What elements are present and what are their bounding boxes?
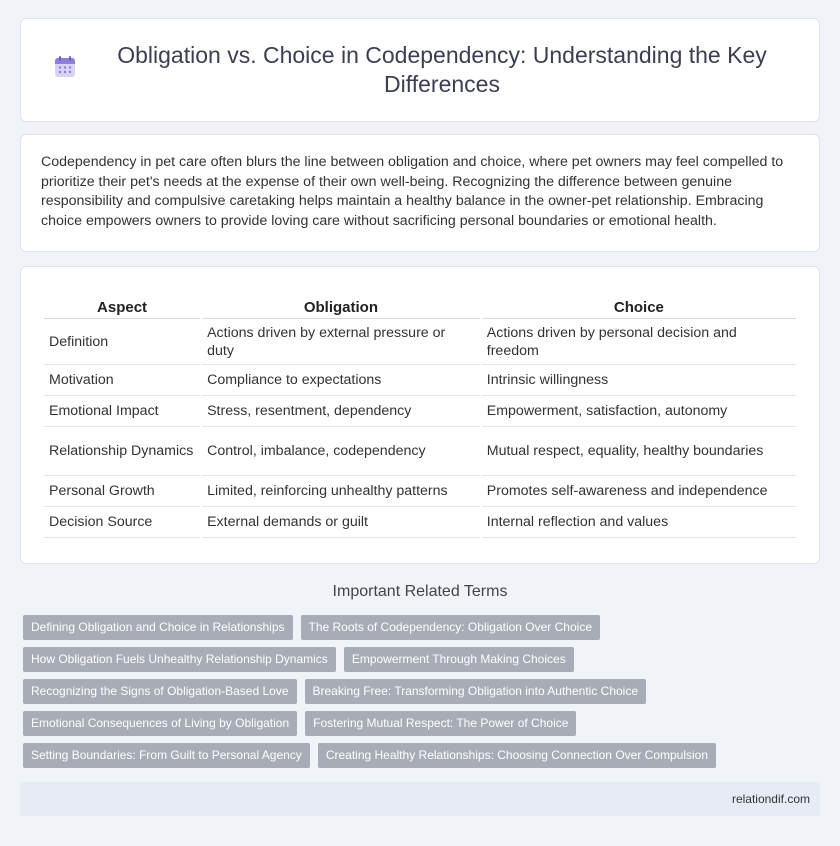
table-row (44, 396, 796, 427)
cell-aspect: Motivation (44, 365, 200, 396)
table-row (44, 476, 796, 507)
related-term-tag[interactable]: Fostering Mutual Respect: The Power of Choice (305, 711, 576, 736)
cell-aspect: Relationship Dynamics (44, 427, 200, 476)
cell-choice: Empowerment, satisfaction, autonomy (482, 396, 796, 427)
tag-row (23, 647, 813, 672)
related-term-tag[interactable]: Defining Obligation and Choice in Relationships (23, 615, 293, 640)
header-aspect: Aspect (44, 293, 200, 319)
cell-obligation: Limited, reinforcing unhealthy patterns (202, 476, 480, 507)
related-term-tag[interactable]: Recognizing the Signs of Obligation-Based Love (23, 679, 297, 704)
cell-obligation: Stress, resentment, dependency (202, 396, 480, 427)
table-row (44, 319, 796, 365)
cell-obligation: Control, imbalance, codependency (202, 427, 480, 476)
tag-row (23, 679, 813, 704)
related-term-tag[interactable]: Breaking Free: Transforming Obligation into Authentic Choice (305, 679, 647, 704)
related-terms-title: Important Related Terms (332, 583, 508, 600)
comparison-table-card (20, 266, 820, 564)
tag-row (23, 743, 813, 768)
related-term-tag[interactable]: Empowerment Through Making Choices (344, 647, 574, 672)
cell-obligation: Actions driven by external pressure or duty (202, 319, 480, 365)
table-row (44, 365, 796, 396)
cell-choice: Promotes self-awareness and independence (482, 476, 796, 507)
tag-row (23, 711, 813, 736)
header-card (20, 18, 820, 122)
table-header-row (44, 293, 796, 319)
intro-card (20, 134, 820, 252)
cell-choice: Actions driven by personal decision and freedom (482, 319, 796, 365)
related-term-tag[interactable]: The Roots of Codependency: Obligation Over Choice (301, 615, 601, 640)
cell-aspect: Decision Source (44, 507, 200, 538)
related-terms-tags (23, 615, 813, 775)
page-title: Obligation vs. Choice in Codependency: Understanding the Key Differences (117, 42, 767, 97)
related-term-tag[interactable]: Creating Healthy Relationships: Choosing Connection Over Compulsion (318, 743, 716, 768)
cell-aspect: Emotional Impact (44, 396, 200, 427)
table-row (44, 427, 796, 476)
calendar-icon (53, 55, 77, 79)
tag-row (23, 615, 813, 640)
cell-choice: Internal reflection and values (482, 507, 796, 538)
cell-obligation: Compliance to expectations (202, 365, 480, 396)
related-term-tag[interactable]: How Obligation Fuels Unhealthy Relationship Dynamics (23, 647, 336, 672)
header-obligation: Obligation (202, 293, 480, 319)
cell-aspect: Definition (44, 319, 200, 365)
related-term-tag[interactable]: Emotional Consequences of Living by Obligation (23, 711, 297, 736)
cell-obligation: External demands or guilt (202, 507, 480, 538)
cell-aspect: Personal Growth (44, 476, 200, 507)
cell-choice: Mutual respect, equality, healthy boundaries (482, 427, 796, 476)
comparison-table (42, 293, 798, 538)
footer (20, 782, 820, 816)
table-row (44, 507, 796, 538)
header-inner (53, 41, 787, 99)
related-term-tag[interactable]: Setting Boundaries: From Guilt to Personal Agency (23, 743, 310, 768)
header-choice: Choice (482, 293, 796, 319)
cell-choice: Intrinsic willingness (482, 365, 796, 396)
footer-site-link[interactable]: relationdif.com (731, 792, 810, 806)
intro-text: Codependency in pet care often blurs the line between obligation and choice, where pet owners may feel compelled to prioritize their pet's needs at the expense of their own well-being. Recognizing the difference between genuine responsibility and compulsive caretaking helps maintain a healthy balance in the owner-pet relationship. Embracing choice empowers owners to provide loving care without sacrificing personal boundaries or emotional health. (41, 154, 784, 229)
